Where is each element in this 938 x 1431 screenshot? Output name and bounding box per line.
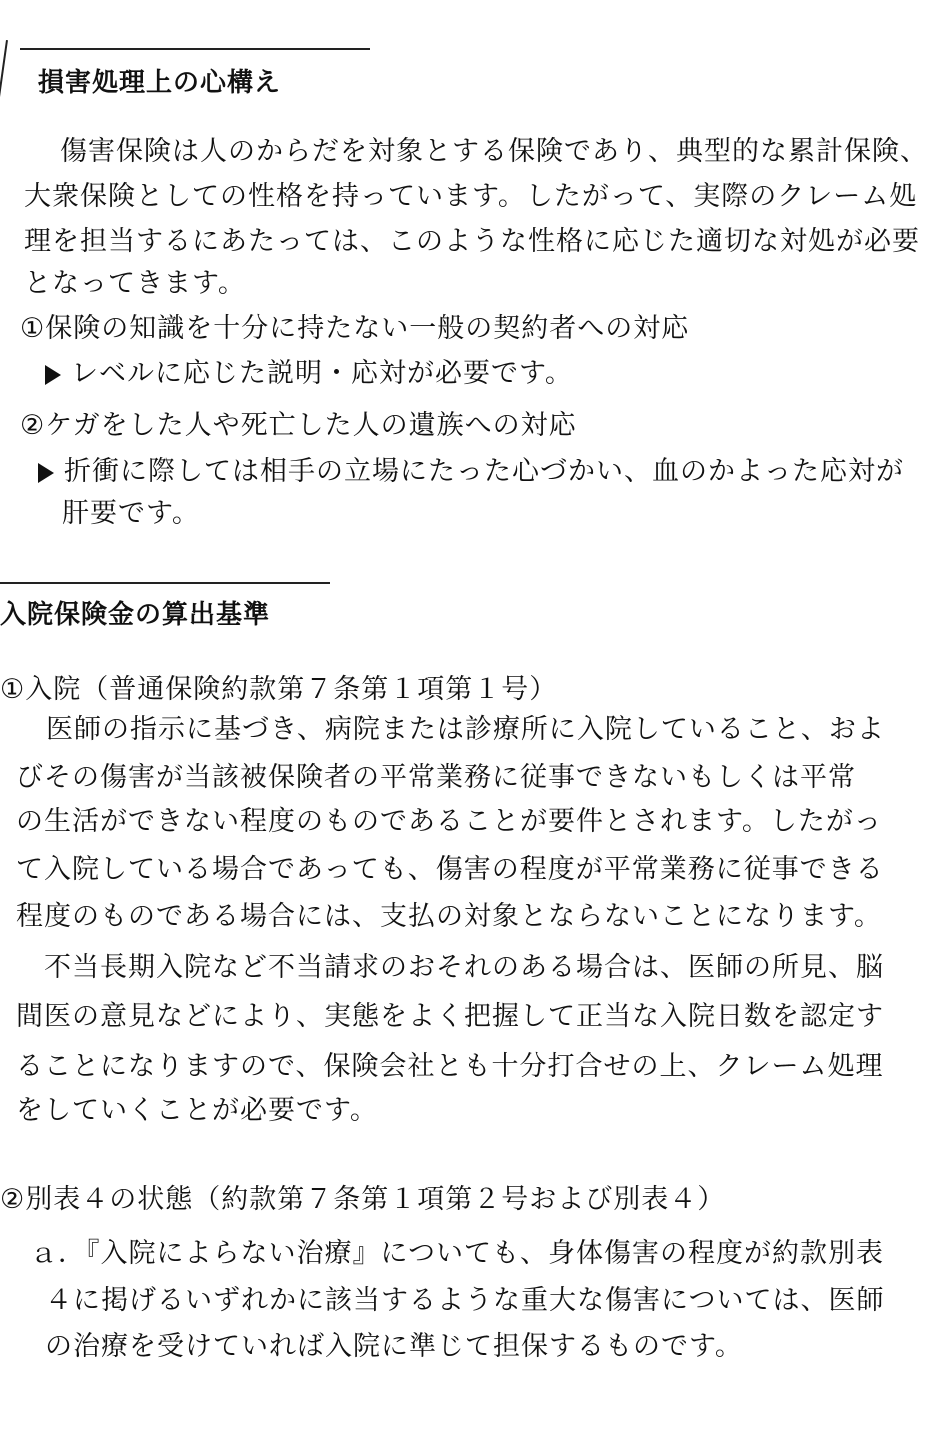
margin-rule: [0, 40, 8, 110]
list-item-detail: [38, 458, 904, 485]
section-heading: 入院保険金の算出基準: [0, 600, 271, 630]
paragraph-line: びその傷害が当該被保険者の平常業務に従事できないもしくは平常: [16, 762, 856, 793]
paragraph-line: の生活ができない程度のものであることが要件とされます。したがっ: [16, 806, 882, 837]
paragraph-line: の治療を受けていれば入院に準じて担保するものです。: [45, 1331, 743, 1362]
list-item-detail: [45, 360, 573, 387]
list-item: ①保険の知識を十分に持たない一般の契約者への対応: [20, 313, 690, 344]
detail-text: 肝要です。: [62, 498, 200, 529]
paragraph-line: て入院している場合であっても、傷害の程度が平常業務に従事できる: [16, 854, 884, 885]
paragraph-line: 大衆保険としての性格を持っています。したがって、実際のクレーム処: [24, 181, 918, 212]
paragraph-line: となってきます。: [24, 268, 246, 299]
detail-text: 折衝に際しては相手の立場にたった心づかい、血のかよった応対が: [64, 456, 904, 487]
triangle-bullet-icon: [38, 463, 54, 483]
paragraph-line: ａ．『入院によらない治療』についても、身体傷害の程度が約款別表: [30, 1238, 884, 1269]
paragraph-line: をしていくことが必要です。: [16, 1095, 378, 1126]
paragraph-line: 傷害保険は人のからだを対象とする保険であり、典型的な累計保険、: [60, 136, 928, 167]
paragraph-line: ることになりますので、保険会社とも十分打合せの上、クレーム処理: [16, 1051, 884, 1082]
paragraph-line: 医師の指示に基づき、病院または診療所に入院していること、およ: [46, 714, 885, 745]
paragraph-line: 理を担当するにあたっては、このような性格に応じた適切な対処が必要: [24, 226, 920, 257]
list-item: ②ケガをした人や死亡した人の遺族への対応: [20, 410, 577, 441]
subsection-title: ①入院（普通保険約款第７条第１項第１号）: [0, 674, 558, 705]
section-heading: 損害処理上の心構え: [38, 68, 282, 98]
paragraph-line: ４に掲げるいずれかに該当するような重大な傷害については、医師: [45, 1285, 885, 1316]
triangle-bullet-icon: [45, 365, 61, 385]
section-rule: [20, 48, 370, 50]
paragraph-line: 程度のものである場合には、支払の対象とならないことになります。: [16, 901, 882, 932]
paragraph-line: 不当長期入院など不当請求のおそれのある場合は、医師の所見、脳: [16, 952, 884, 983]
detail-text: レベルに応じた説明・応対が必要です。: [71, 358, 573, 389]
paragraph-line: 間医の意見などにより、実態をよく把握して正当な入院日数を認定す: [16, 1001, 884, 1032]
subsection-title: ②別表４の状態（約款第７条第１項第２号および別表４）: [0, 1184, 726, 1215]
section-rule: [0, 582, 330, 584]
